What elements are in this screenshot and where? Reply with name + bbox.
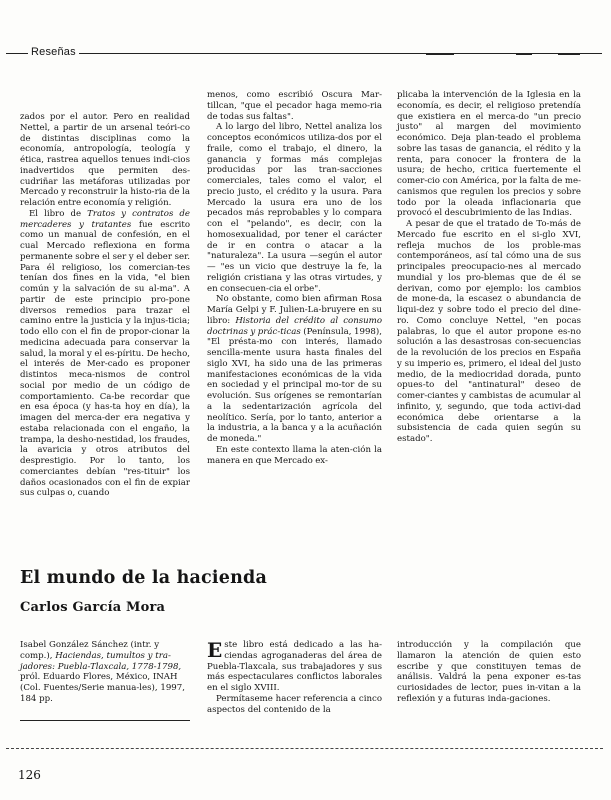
column-3 xyxy=(397,90,581,445)
page-number: 126 xyxy=(18,768,41,782)
header-rule xyxy=(6,53,602,54)
header-rule-mark xyxy=(516,53,532,55)
paragraph: introducción y la compilación que llamaron la atención de quien esto escribe y que constituyen temas de análisis. Valdrá la pena exponer es-tas curiosidades de lector, pues in-vitan a la reflexión y a futuras inda-gaciones. xyxy=(397,640,581,704)
reference-rule xyxy=(20,720,190,721)
drop-cap: E xyxy=(207,638,223,662)
reference-title: Haciendas, tumultos y tra-jadores: Puebla-Tlaxcala, 1778-1798, xyxy=(20,650,182,672)
author-name: Carlos García Mora xyxy=(20,600,166,615)
paragraph xyxy=(207,640,382,694)
review-column-2 xyxy=(207,640,382,716)
paragraph: zados por el autor. Pero en realidad Nettel, a partir de un arsenal teóri-co de distintas disciplinas como la economía, antropología, teología y ética, rastrea aquellos tenues indi-cios inadvertidos que permiten des-cudriñar las metáforas utilizadas por Mercado y reconstruir la histo-ria de la relación entre economía y religión. xyxy=(20,112,190,208)
reference-authors: Isabel González Sánchez (intr. y comp.), xyxy=(20,640,160,661)
paragraph: En este contexto llama la aten-ción la manera en que Mercado ex- xyxy=(207,444,382,466)
paragraph: El libro de Tratos y contratos de mercaderes y tratantes fue escrito como un manual de confesión, en el cual Mercado reflexiona en forma permanente sobre el ser y el deber ser. Para él religioso, los comercian-tes tenían dos fines en la vida, "el bien común y la salvación de su al-ma". A partir de este principio pro-pone diversos remedios para trazar el camino entre la justicia y la injus-ticia; todo ello con el fin de propor-cionar la medicina adecuada para conservar la salud, la moral y el es-píritu. De hecho, el interés de Mer-cado es proponer distintos meca-nismos de control social por medio de un código de comportamiento. Ca-be recordar que en esa época (y has-ta hoy en día), la imagen del merca-der era negativa y estaba relacionada con el engaño, la trampa, la desho-nestidad, los fraudes, la avaricia y otros atributos del desprestigio. Por lo tanto, los comerciantes debían "res-tituir" los daños ocasionados con el fin de expiar sus culpas o, cuando xyxy=(20,208,191,499)
column-1 xyxy=(20,112,190,499)
column-2 xyxy=(207,90,382,466)
header-rule-mark xyxy=(426,53,454,55)
paragraph: A pesar de que el tratado de To-más de Mercado fue escrito en el si-glo XVI, refleja muchos de los proble-mas contemporáneos, así tal cómo una de sus principales preocupacio-nes al mercado mundial y los pro-blemas que de él se derivan, como por ejemplo: los cambios de mone-da, la escasez o abundancia de liqui-dez y sobre todo el precio del dine-ro. Como concluye Nettel, "en pocas palabras, lo que el autor propone es-no solución a las desastrosas con-secuencias de la revolución de los precios en España y su imperio es, primero, el ideal del justo medio, de la mediocridad dorada, punto opues-to del "antinatural" deseo de comer-ciantes y cambistas de acumular al infinito, y, segundo, que toda activi-dad económica debe orientarse a la subsistencia de cada quien según su estado". xyxy=(397,219,581,444)
running-header xyxy=(6,46,602,60)
book-reference xyxy=(20,640,190,705)
paragraph: Permítaseme hacer referencia a cinco aspectos del contenido de la xyxy=(207,693,382,715)
paragraph: menos, como escribió Oscura Mar-tillcan, "que el pecador haga memo-ria de todas sus faltas". xyxy=(207,90,382,122)
italic-title: Tratos y contratos de mercaderes y tratantes xyxy=(20,208,191,230)
paragraph: A lo largo del libro, Nettel analiza los conceptos económicos utiliza-dos por el fraile, como el trabajo, el dinero, la ganancia y formas más complejas producidas por las tran-sacciones comerciales, tales como el valor, el precio justo, el crédito y la usura. Para Mercado la usura era uno de los pecados más reprobables y lo compara con el "pelando", es decir, con la homosexualidad, por tener el carácter de ir en contra o atacar a la "naturaleza". La usura —según el autor— "es un vicio que destruye la fe, la religión cristiana y las otras virtudes, y en consecuen-cia el orbe". xyxy=(207,122,382,294)
paragraph: No obstante, como bien afirman Rosa María Gelpi y F. Julien-La-bruyere en su libro: Historia del crédito al consumo doctrinas y prác-ticas (Península, 1998), "El présta-mo con interés, llamado sencilla-mente usura hasta finales del siglo XVI, ha sido una de las primeras manifestaciones económicas de la vida en sociedad y el principal mo-tor de su evolución. Sus orígenes se remontarían a la sedentarización agrícola del neolítico. Sería, por lo tanto, anterior a la industria, a la banca y a la acuñación de moneda." xyxy=(207,294,382,444)
section-title: El mundo de la hacienda xyxy=(20,568,267,588)
review-column-3 xyxy=(397,640,581,705)
reference-publication: pról. Eduardo Flores, México, INAH (Col. Fuentes/Serie manua-les), 1997, 184 pp. xyxy=(20,672,185,704)
italic-title: Historia del crédito al consumo doctrinas y prác-ticas xyxy=(207,315,382,337)
paragraph-text: ste libro está dedicado a las ha-ciendas agroganaderas del área de Puebla-Tlaxcala, sus trabajadores y sus más espectaculares conflictos laborales en el siglo XVIII. xyxy=(207,640,382,694)
section-label: Reseñas xyxy=(28,46,79,58)
footer-rule xyxy=(6,748,603,749)
header-rule-mark xyxy=(558,53,580,55)
paragraph: plicaba la intervención de la Iglesia en la economía, es decir, el religioso pretendía que existiera en el merca-do "un precio justo" al margen del movimiento económico. Deja plan-teado el problema sobre las tasas de ganancia, el rédito y la renta, para conocer la frontera de la usura; de hecho, critica fuertemente el comer-cio con América, por la falta de me-canismos que regulen los precios y sobre todo por la oleada inflacionaria que provocó el descubrimiento de las Indias. xyxy=(397,90,581,219)
